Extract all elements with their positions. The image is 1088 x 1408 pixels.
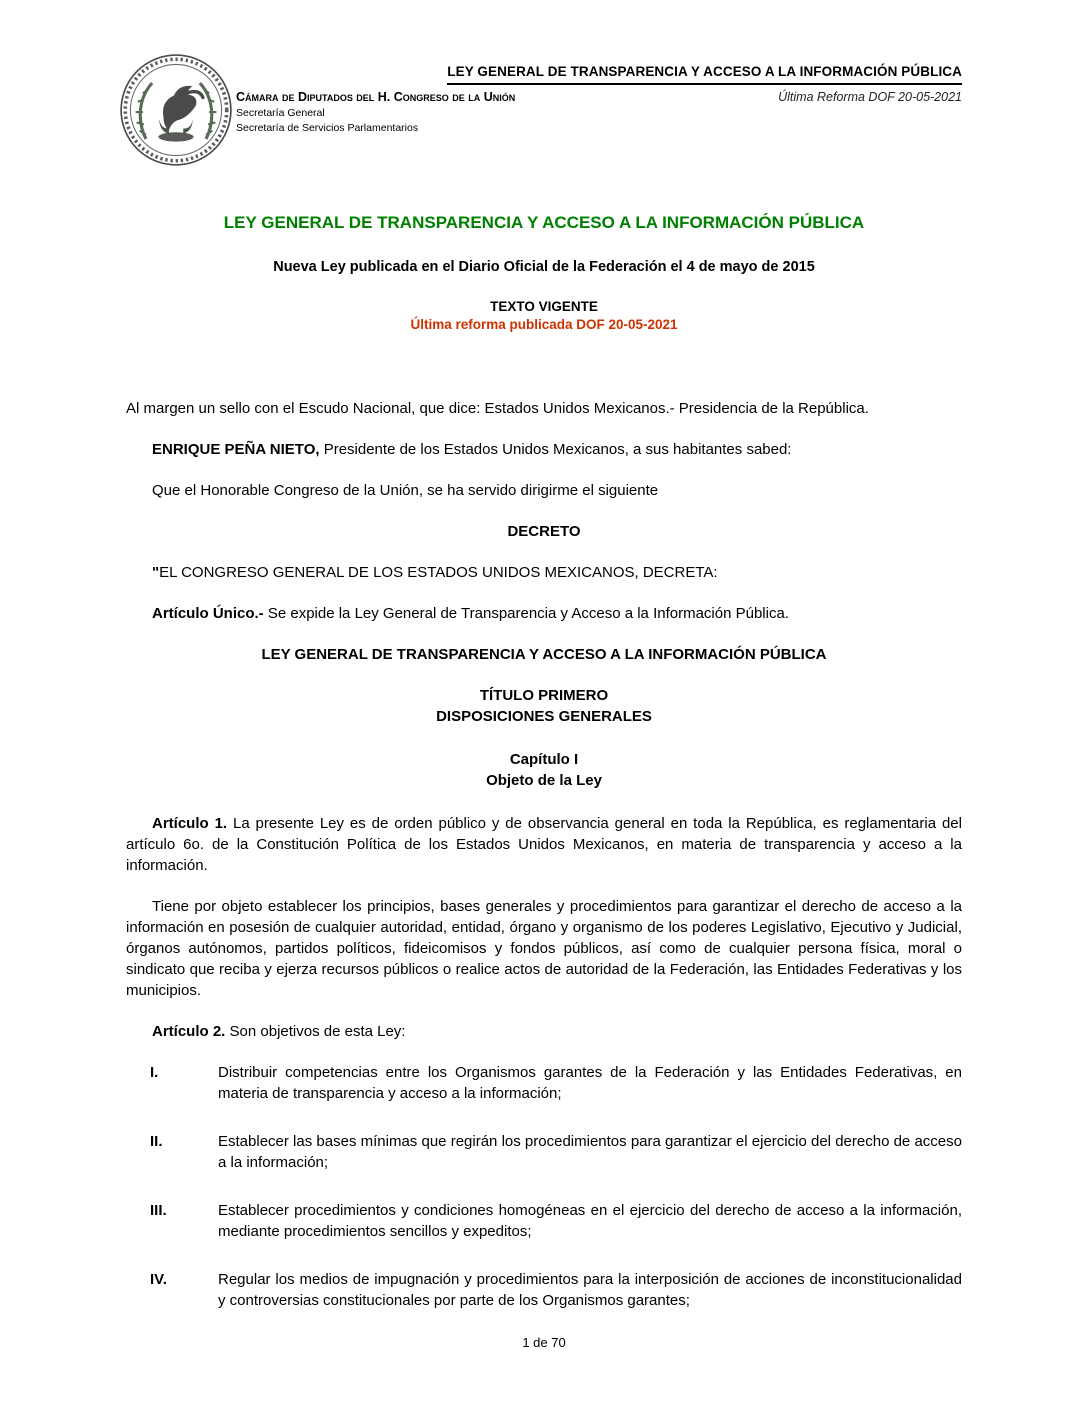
objective-item-1 [126,1062,962,1104]
paragraph-articulo-unico: Artículo Único.- Se expide la Ley General de Transparencia y Acceso a la Información Pública. [152,605,789,622]
heading-capitulo-1: Capítulo I Objeto de la Ley [486,751,602,789]
objective-numeral: IV. [150,1271,167,1288]
paragraph-articulo-1-objeto: Tiene por objeto establecer los principios, bases generales y procedimientos para garantizar el derecho de acceso a la información en posesión de cualquier autoridad, entidad, órgano y organismo de los poderes Legislativo, Ejecutivo y Judicial, órganos autónomos, partidos políticos, fideicomisos y fondos públicos, así como de cualquier persona física, moral o sindicato que reciba y ejerza recursos públicos o realice actos de autoridad de la Federación, las Entidades Federativas y los municipios. [126,898,962,999]
header-document-title: LEY GENERAL DE TRANSPARENCIA Y ACCESO A LA INFORMACIÓN PÚBLICA [236,64,962,85]
objectives-list [126,1062,962,1311]
page-number: 1 de 70 [522,1335,566,1350]
secretariat-servicios: Secretaría de Servicios Parlamentarios [236,122,419,134]
paragraph-presidente: ENRIQUE PEÑA NIETO, Presidente de los Estados Unidos Mexicanos, a sus habitantes sabed: [152,441,792,458]
heading-decreto: DECRETO [507,523,581,540]
secretariat-general: Secretaría General [236,107,325,119]
chamber-name: Cámara de Diputados del H. Congreso de la Unión [236,90,516,104]
objective-text: Regular los medios de impugnación y procedimientos para la interposición de acciones de inconstitucionalidad y controversias constitucionales por parte de los Organismos garantes; [218,1271,962,1309]
paragraph-articulo-1: Artículo 1. La presente Ley es de orden público y de observancia general en toda la República, es reglamentaria del artículo 6o. de la Constitución Política de los Estados Unidos Mexicanos, en materia de transparencia y acceso a la información. [126,815,962,874]
objective-item-2 [126,1131,962,1173]
objective-numeral: III. [150,1202,167,1219]
objective-text: Establecer procedimientos y condiciones homogéneas en el ejercicio del derecho de acceso a la información, mediante procedimientos sencillos y expeditos; [218,1202,962,1240]
paragraph-decreta: "EL CONGRESO GENERAL DE LOS ESTADOS UNIDOS MEXICANOS, DECRETA: [152,564,718,581]
objective-item-4 [126,1269,962,1311]
header-subrow [236,90,962,104]
status-texto-vigente: TEXTO VIGENTE [490,299,598,314]
objective-numeral: II. [150,1133,163,1150]
last-reform-date: Última Reforma DOF 20-05-2021 [778,90,962,104]
heading-titulo-primero: TÍTULO PRIMERO DISPOSICIONES GENERALES [436,687,652,725]
publication-line: Nueva Ley publicada en el Diario Oficial de la Federación el 4 de mayo de 2015 [273,259,815,275]
heading-ley: LEY GENERAL DE TRANSPARENCIA Y ACCESO A LA INFORMACIÓN PÚBLICA [261,646,827,663]
escudo-nacional-icon [118,52,234,168]
objective-text: Distribuir competencias entre los Organismos garantes de la Federación y las Entidades Federativas, en materia de transparencia y acceso a la información; [218,1064,962,1102]
document-body [126,398,962,1311]
national-seal [118,52,236,173]
objective-text: Establecer las bases mínimas que regirán los procedimientos para garantizar el ejercicio del derecho de acceso a la información; [218,1133,962,1171]
law-main-title: LEY GENERAL DE TRANSPARENCIA Y ACCESO A LA INFORMACIÓN PÚBLICA [223,213,865,232]
paragraph-articulo-2: Artículo 2. Son objetivos de esta Ley: [152,1023,406,1040]
header-text-block [236,52,962,134]
presidente-name: ENRIQUE PEÑA NIETO, [152,441,320,458]
paragraph-congreso: Que el Honorable Congreso de la Unión, se ha servido dirigirme el siguiente [152,482,659,499]
objective-numeral: I. [150,1064,159,1081]
document-header [126,52,962,173]
reform-note: Última reforma publicada DOF 20-05-2021 [410,317,678,332]
paragraph-sello: Al margen un sello con el Escudo Nacional, que dice: Estados Unidos Mexicanos.- Presidencia de la República. [126,400,869,417]
objective-item-3 [126,1200,962,1242]
